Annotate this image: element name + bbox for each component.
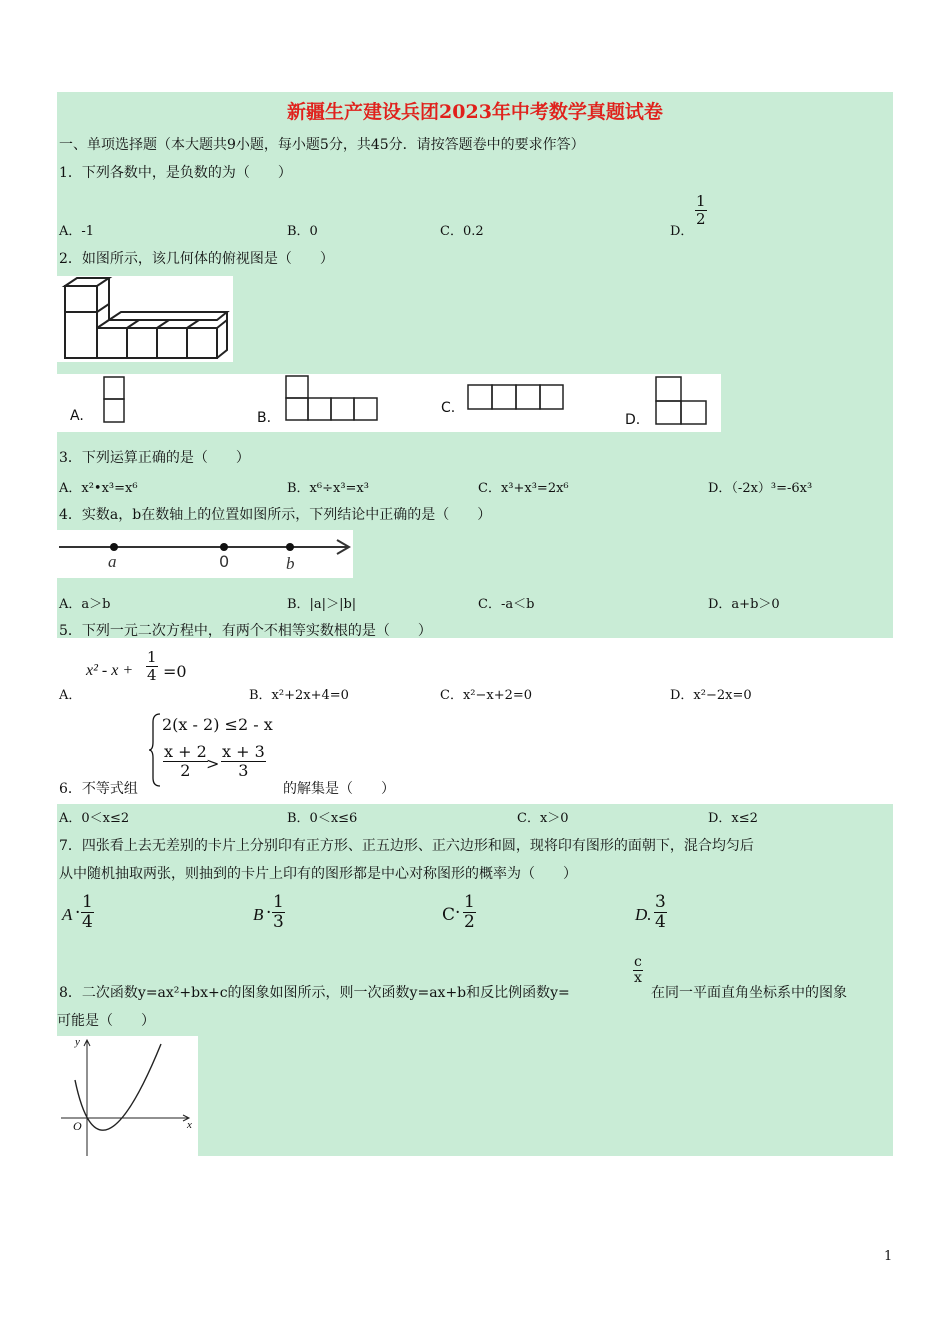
q3-option-d: D．（-2x）³=-6x³ [708, 481, 813, 496]
q8-fraction [633, 955, 643, 987]
q1-option-d-fraction [695, 193, 707, 227]
q6-left-numerator: x + 2 [164, 742, 207, 761]
q6-option-a: A．0＜x≤2 [59, 811, 130, 826]
q4-number-line [57, 530, 353, 578]
q6-option-b: B．0＜x≤6 [287, 811, 358, 826]
q7-stem-line1: 7．四张看上去无差别的卡片上分别印有正方形、正五边形、正六边形和圆，现将印有图形的面朝下，混合均匀后 [59, 838, 754, 854]
q7-d-numerator: 3 [655, 892, 666, 912]
q7-option-c-label: C [442, 905, 456, 925]
q6-system-brace [148, 712, 162, 788]
q7-option-d-fraction [654, 893, 667, 931]
q5-option-a-eq-right: =0 [163, 662, 187, 681]
page-number: 1 [884, 1249, 893, 1264]
q2-option-c-view [467, 384, 565, 412]
q8-stem-line2: 可能是（ ） [57, 1013, 155, 1029]
q7-option-b-label: B [253, 905, 264, 924]
q4-label-b: b [286, 554, 295, 573]
q7-option-d-label: D. [635, 905, 652, 924]
q8-stem-line1-end: 在同一平面直角坐标系中的图象 [651, 985, 847, 1001]
q3-option-a: A．x²•x³=x⁶ [59, 481, 138, 496]
q7-c-numerator: 1 [464, 892, 475, 912]
q7-option-b-fraction [272, 893, 285, 931]
q1-option-d: D． [670, 224, 694, 239]
q2-options-panel [57, 374, 721, 432]
q4-option-d: D．a+b＞0 [708, 597, 780, 612]
q5-a-denominator: 4 [147, 665, 157, 684]
q5-stem: 5．下列一元二次方程中，有两个不相等实数根的是（ ） [59, 623, 432, 639]
q6-stem-post: 的解集是（ ） [283, 781, 395, 797]
q2-option-d-view [655, 376, 709, 426]
q8-stem-line1: 8．二次函数y=ax²+bx+c的图象如图所示，则一次函数y=ax+b和反比例函数y= [59, 985, 570, 1001]
q6-right-denominator: 3 [238, 760, 249, 780]
q7-option-a-fraction [81, 893, 94, 931]
q8-numerator: c [634, 954, 642, 970]
q8-graph-y-label: y [75, 1036, 80, 1048]
q4-label-zero: 0 [219, 552, 230, 571]
q7-c-denominator: 2 [464, 911, 475, 932]
q2-option-a-label: A. [70, 408, 84, 424]
section-heading: 一、单项选择题（本大题共9小题，每小题5分，共45分．请按答题卷中的要求作答） [59, 137, 585, 153]
q8-parabola-graph [57, 1036, 198, 1156]
q8-graph-x-label: x [187, 1119, 192, 1131]
q7-b-denominator: 3 [273, 911, 284, 932]
q7-stem-line2: 从中随机抽取两张，则抽到的卡片上印有的图形都是中心对称图形的概率为（ ） [59, 866, 577, 882]
q8-denominator: x [633, 970, 642, 987]
q2-stem: 2．如图所示，该几何体的俯视图是（ ） [59, 251, 334, 267]
q8-graph-drawing [57, 1036, 198, 1156]
q4-label-a: a [108, 552, 117, 571]
q1-d-numerator: 1 [696, 192, 706, 210]
q2-option-b-label: B. [257, 410, 272, 426]
q2-option-a-view [103, 376, 125, 424]
q8-graph-origin-label: O [73, 1119, 82, 1133]
q2-option-b-view [285, 375, 380, 421]
q7-option-c-fraction [463, 893, 476, 931]
q1-d-denominator: 2 [696, 209, 706, 228]
q6-left-denominator: 2 [180, 760, 191, 780]
q5-option-a-eq-left: x² - x + [86, 662, 134, 679]
q6-system-line1: 2(x - 2) ≤2 - x [162, 715, 273, 734]
q4-number-line-axis [57, 530, 353, 578]
q6-option-c: C．x＞0 [517, 811, 569, 826]
q2-option-d-label: D. [625, 412, 641, 428]
q7-a-denominator: 4 [82, 911, 93, 932]
q6-option-d: D．x≤2 [708, 811, 758, 826]
q4-stem: 4．实数a，b在数轴上的位置如图所示，下列结论中正确的是（ ） [59, 507, 492, 523]
q1-stem: 1．下列各数中，是负数的为（ ） [59, 165, 292, 181]
q4-option-a: A．a＞b [59, 597, 111, 612]
q5-a-numerator: 1 [147, 648, 157, 666]
q7-d-denominator: 4 [655, 911, 666, 932]
q5-option-c: C．x²−x+2=0 [440, 688, 533, 703]
q1-option-b: B．0 [287, 224, 318, 239]
q6-fraction-left [163, 743, 208, 779]
q7-option-b-dot: · [266, 903, 272, 923]
q7-b-numerator: 1 [273, 892, 284, 912]
q1-option-a: A．-1 [59, 224, 95, 239]
q4-option-c: C．-a＜b [478, 597, 535, 612]
q6-stem-pre: 6．不等式组 [59, 781, 138, 797]
q7-option-c-dot: · [455, 903, 461, 923]
q7-option-a-label: A [62, 905, 73, 924]
q5-option-b: B．x²+2x+4=0 [249, 688, 349, 703]
q5-option-d: D．x²−2x=0 [670, 688, 752, 703]
q7-a-numerator: 1 [82, 892, 93, 912]
q1-option-c: C．0.2 [440, 224, 484, 239]
q3-stem: 3．下列运算正确的是（ ） [59, 450, 250, 466]
q3-option-b: B．x⁶÷x³=x³ [287, 481, 369, 496]
q4-option-b: B．|a|＞|b| [287, 597, 357, 612]
q6-right-numerator: x + 3 [222, 742, 265, 761]
q5-option-a: A． [59, 688, 82, 703]
q5-option-a-fraction [146, 649, 158, 683]
q2-option-c-label: C. [441, 400, 456, 416]
page-title: 新疆生产建设兵团2023年中考数学真题试卷 [287, 101, 663, 123]
q2-solid-figure [57, 276, 233, 362]
q3-option-c: C．x³+x³=2x⁶ [478, 481, 569, 496]
q6-fraction-right [221, 743, 266, 779]
q7-option-a-dot: · [75, 903, 81, 923]
q6-greater-sign: > [206, 754, 220, 773]
